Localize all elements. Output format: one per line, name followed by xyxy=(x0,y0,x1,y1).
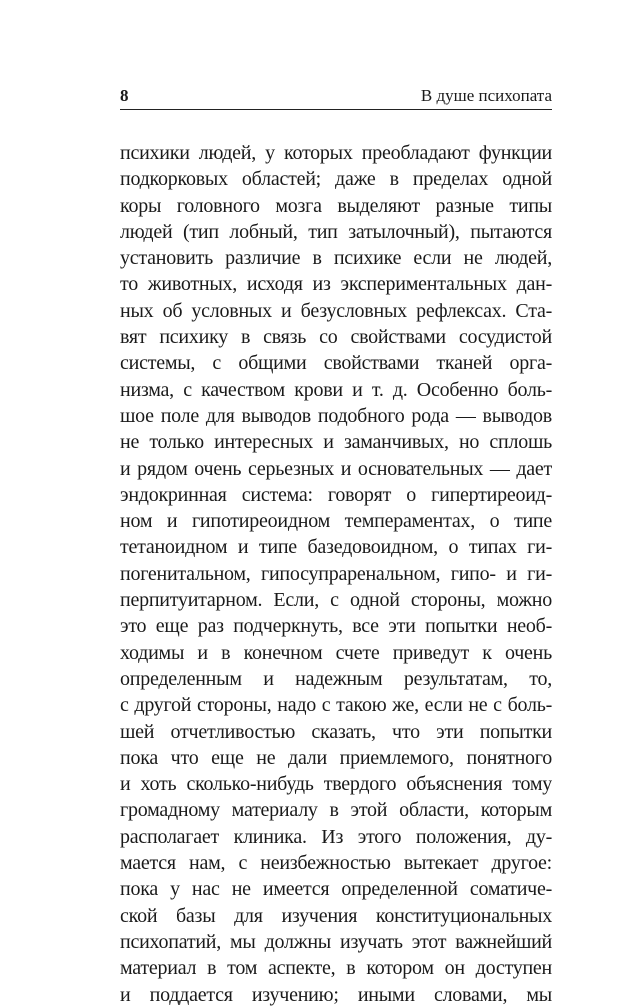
text-line: перпитуитарном. Если, с одной стороны, можно xyxy=(120,589,552,612)
text-line: коры головного мозга выделяют разные типы xyxy=(120,194,552,217)
book-page xyxy=(120,82,552,1008)
text-line: определенным и надежным результатам, то, xyxy=(120,667,552,690)
text-line: ской базы для изучения конституциональных xyxy=(120,904,552,927)
text-line: материал в том аспекте, в котором он доступен xyxy=(120,957,552,980)
text-line: пока что еще не дали приемлемого, понятного xyxy=(120,746,552,769)
body-text xyxy=(120,140,552,1008)
text-line: погенитальном, гипосупраренальном, гипо- и ги- xyxy=(120,562,552,585)
text-line: мается нам, с неизбежностью вытекает другое: xyxy=(120,852,552,875)
text-line: с другой стороны, надо с такою же, если не с боль- xyxy=(120,694,552,717)
text-line: эндокринная система: говорят о гипертиреоид- xyxy=(120,483,552,506)
text-line: подкорковых областей; даже в пределах одной xyxy=(120,168,552,191)
text-line: шое поле для выводов подобного рода — выводов xyxy=(120,404,552,427)
text-line: и рядом очень серьезных и основательных — дает xyxy=(120,457,552,480)
text-line: располагает клиника. Из этого положения, ду- xyxy=(120,825,552,848)
text-line: тетаноидном и типе базедовоидном, о типах ги- xyxy=(120,536,552,559)
text-line: ходимы и в конечном счете приведут к очень xyxy=(120,641,552,664)
text-line: установить различие в психике если не людей, xyxy=(120,247,552,270)
running-title: В душе психопата xyxy=(420,86,552,105)
running-header xyxy=(120,82,552,110)
text-line: вят психику в связь со свойствами сосудистой xyxy=(120,326,552,349)
text-line: психики людей, у которых преобладают функции xyxy=(120,142,552,164)
text-line: психопатий, мы должны изучать этот важнейший xyxy=(120,930,552,953)
text-line: это еще раз подчеркнуть, все эти попытки необ- xyxy=(120,615,552,638)
text-line: и хоть сколько-нибудь твердого объяснения тому xyxy=(120,773,552,796)
text-line: ных об условных и безусловных рефлексах. Ста- xyxy=(120,299,552,322)
page-number: 8 xyxy=(120,86,129,105)
text-line: ном и гипотиреоидном темпераментах, о типе xyxy=(120,510,552,533)
text-line: то животных, исходя из экспериментальных дан- xyxy=(120,273,552,296)
text-line: низма, с качеством крови и т. д. Особенно боль- xyxy=(120,378,552,401)
text-line: и поддается изучению; иными словами, мы xyxy=(120,983,552,1006)
text-line: не только интересных и заманчивых, но сплошь xyxy=(120,431,552,454)
text-line: людей (тип лобный, тип затылочный), пытаются xyxy=(120,220,552,243)
text-line: системы, с общими свойствами тканей орга- xyxy=(120,352,552,375)
text-line: пока у нас не имеется определенной соматиче- xyxy=(120,878,552,901)
text-line: шей отчетливостью сказать, что эти попытки xyxy=(120,720,552,743)
text-line: громадному материалу в этой области, которым xyxy=(120,799,552,822)
